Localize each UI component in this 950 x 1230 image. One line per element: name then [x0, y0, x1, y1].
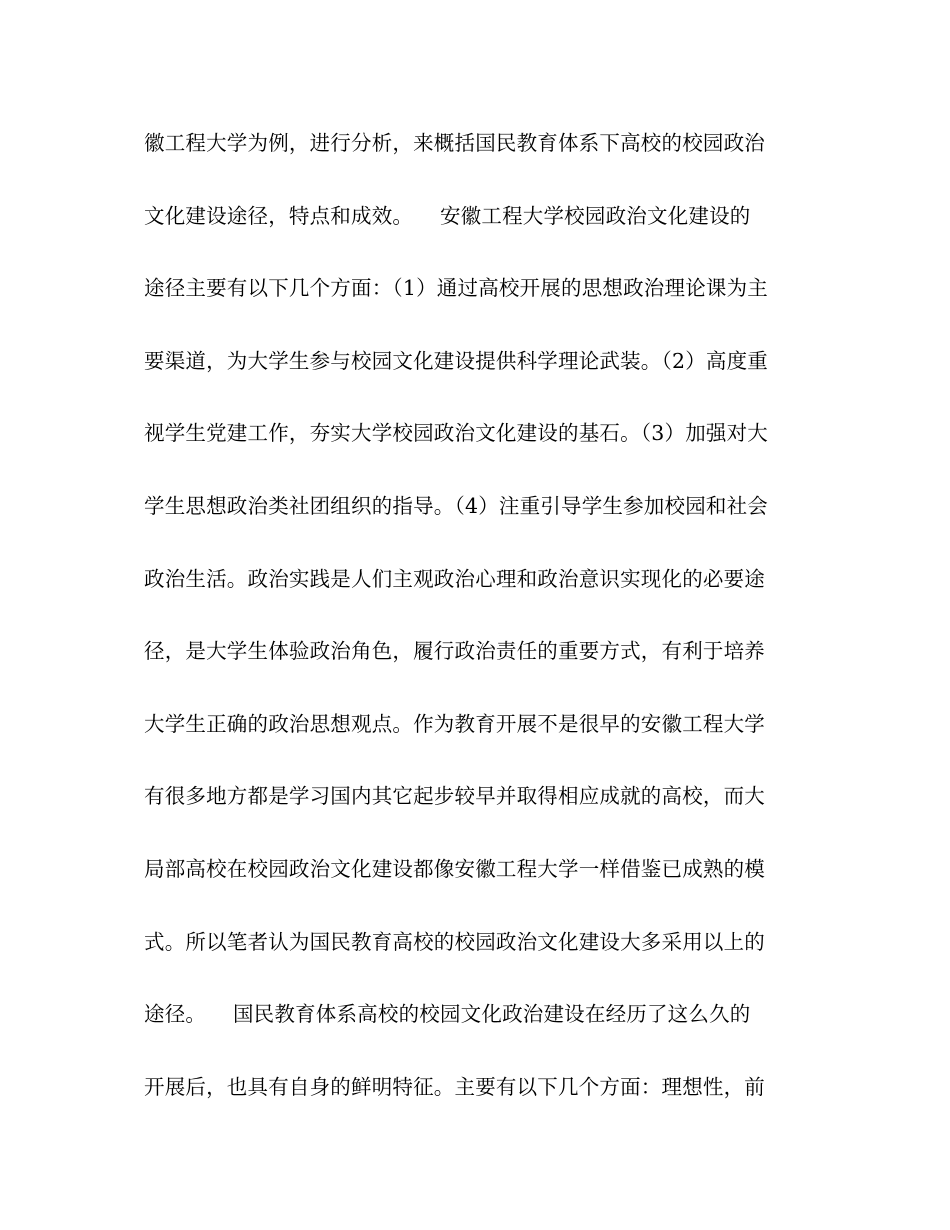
text-line: 文化建设途径，特点和成效。 安徽工程大学校园政治文化建设的: [144, 203, 751, 228]
text-line: 局部高校在校园政治文化建设都像安徽工程大学一样借鉴已成熟的模: [144, 856, 765, 881]
text-line: 徽工程大学为例，进行分析，来概括国民教育体系下高校的校园政治: [144, 131, 765, 155]
text-line: 径，是大学生体验政治角色，履行政治责任的重要方式，有利于培养: [144, 639, 765, 664]
text-line: 要渠道，为大学生参与校园文化建设提供科学理论武装。（2）高度重: [144, 348, 768, 373]
text-line: 有很多地方都是学习国内其它起步较早并取得相应成就的高校，而大: [144, 784, 765, 809]
body-text: [144, 122, 814, 1138]
text-line: 开展后，也具有自身的鲜明特征。主要有以下几个方面：理想性，前: [144, 1074, 765, 1099]
text-line: 学生思想政治类社团组织的指导。（4）注重引导学生参加校园和社会: [144, 493, 768, 518]
text-line: 大学生正确的政治思想观点。作为教育开展不是很早的安徽工程大学: [144, 711, 765, 736]
text-line: 途径。 国民教育体系高校的校园文化政治建设在经历了这么久的: [144, 1002, 751, 1027]
text-line: 式。所以笔者认为国民教育高校的校园政治文化建设大多采用以上的: [144, 929, 765, 954]
text-line: 途径主要有以下几个方面：（1）通过高校开展的思想政治理论课为主: [144, 276, 768, 301]
text-line: 政治生活。政治实践是人们主观政治心理和政治意识实现化的必要途: [144, 566, 765, 591]
text-line: 视学生党建工作，夯实大学校园政治文化建设的基石。（3）加强对大: [144, 421, 768, 446]
